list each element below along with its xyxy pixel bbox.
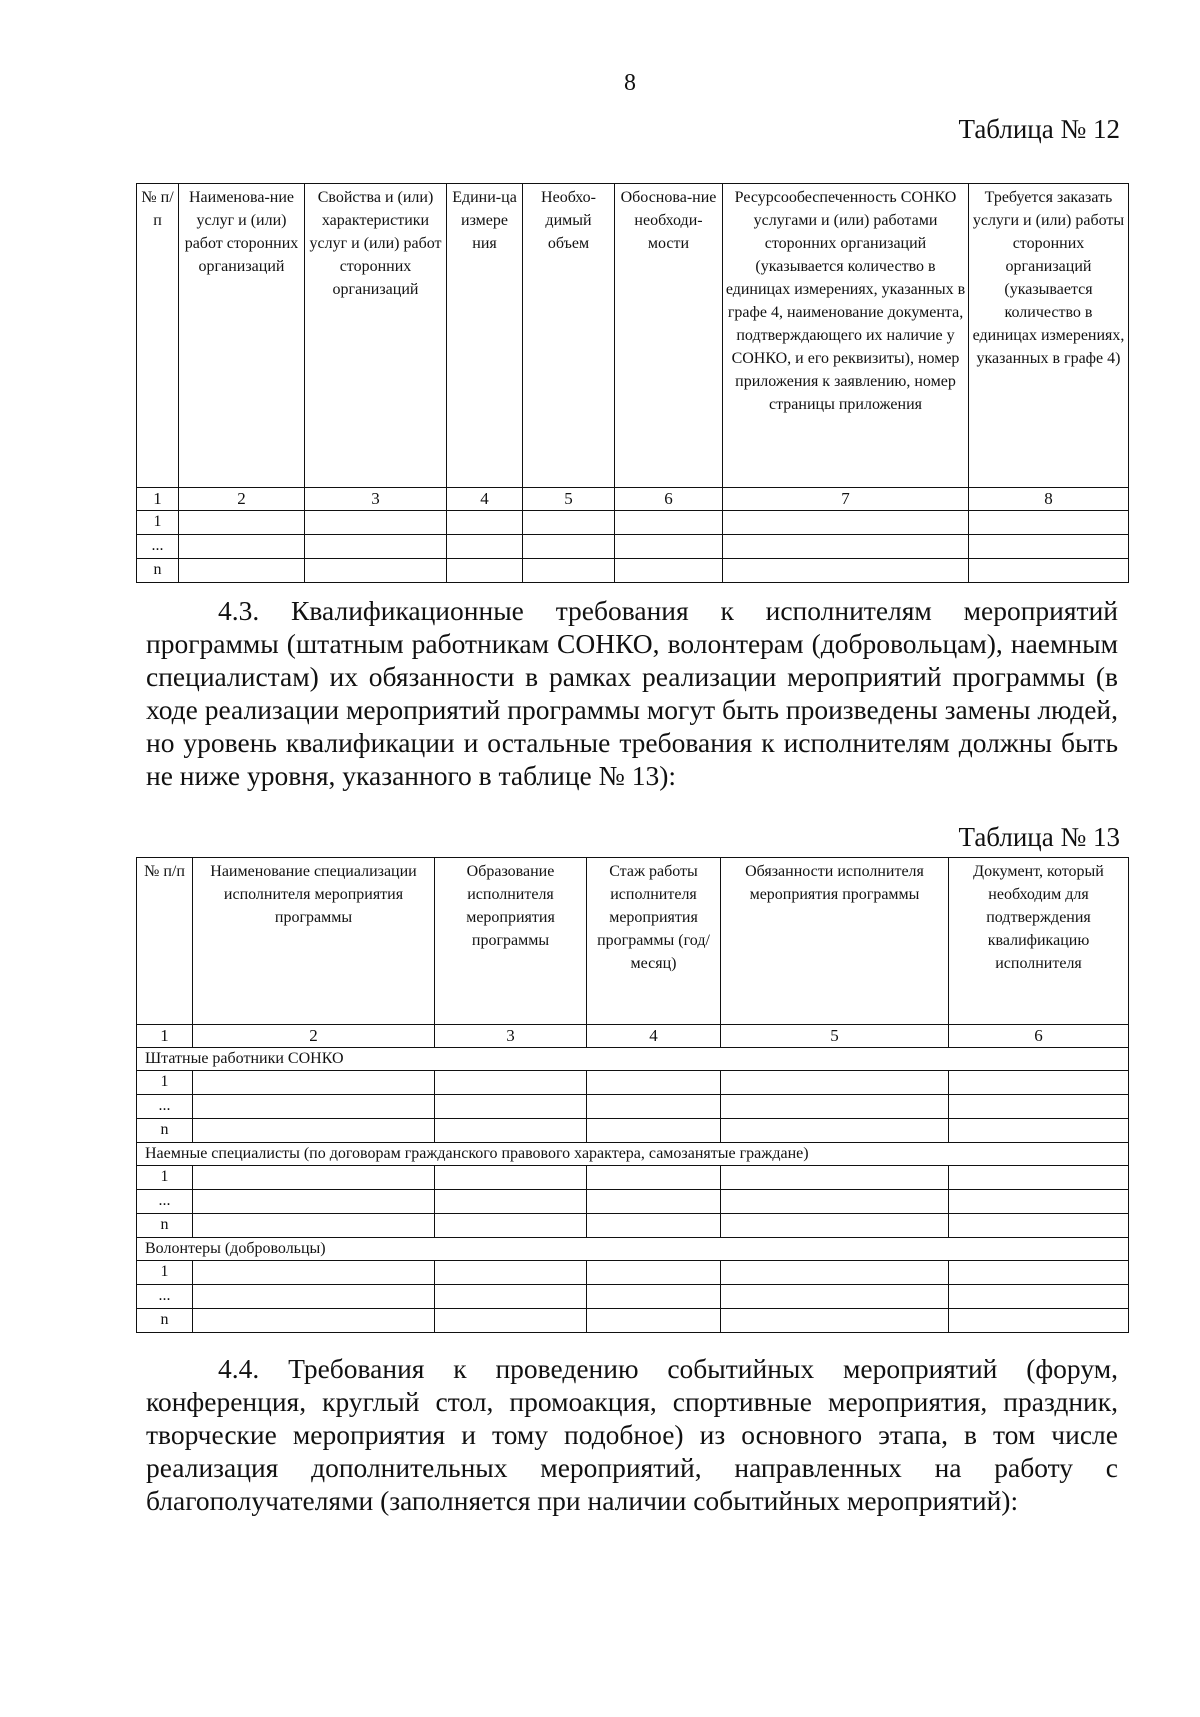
table-cell bbox=[587, 1309, 721, 1333]
table-row bbox=[137, 511, 1129, 535]
table-cell bbox=[721, 1071, 949, 1095]
column-number: 2 bbox=[179, 488, 305, 511]
table-cell bbox=[435, 1119, 587, 1143]
table-cell bbox=[615, 559, 723, 583]
table-row bbox=[137, 1095, 1129, 1119]
row-label: 1 bbox=[137, 511, 179, 535]
table-12-header-cell: Свойства и (или) характеристики услуг и (или) работ сторонних организаций bbox=[305, 184, 447, 488]
table-cell bbox=[179, 535, 305, 559]
row-label: ... bbox=[137, 535, 179, 559]
table-cell bbox=[435, 1285, 587, 1309]
table-cell bbox=[615, 511, 723, 535]
table-12 bbox=[136, 183, 1129, 583]
table-cell bbox=[615, 535, 723, 559]
table-cell bbox=[587, 1285, 721, 1309]
table-cell bbox=[949, 1261, 1129, 1285]
column-number: 4 bbox=[447, 488, 523, 511]
table-cell bbox=[723, 535, 969, 559]
column-number: 3 bbox=[305, 488, 447, 511]
table-cell bbox=[193, 1214, 435, 1238]
row-label: n bbox=[137, 559, 179, 583]
table-12-header-cell: Обоснова-ние необходи-мости bbox=[615, 184, 723, 488]
table-cell bbox=[305, 559, 447, 583]
table-cell bbox=[721, 1309, 949, 1333]
table-cell bbox=[435, 1261, 587, 1285]
table-13 bbox=[136, 857, 1129, 1333]
table-cell bbox=[435, 1071, 587, 1095]
table-cell bbox=[523, 559, 615, 583]
table-cell bbox=[447, 511, 523, 535]
table-12-header-cell: Требуется заказать услуги и (или) работы сторонних организаций (указывается количество в единицах измерениях, указанных в графе 4) bbox=[969, 184, 1129, 488]
table-cell bbox=[193, 1166, 435, 1190]
group-row-hired-specialists bbox=[137, 1143, 1129, 1166]
table-13-header-row bbox=[137, 858, 1129, 1025]
table-cell bbox=[721, 1214, 949, 1238]
table-row bbox=[137, 1166, 1129, 1190]
table-cell bbox=[179, 559, 305, 583]
table-13-caption: Таблица № 13 bbox=[958, 822, 1120, 852]
table-12-caption: Таблица № 12 bbox=[958, 114, 1120, 144]
group-title: Штатные работники СОНКО bbox=[137, 1048, 1129, 1071]
table-cell bbox=[305, 511, 447, 535]
table-row bbox=[137, 559, 1129, 583]
table-cell bbox=[587, 1095, 721, 1119]
row-label: ... bbox=[137, 1285, 193, 1309]
table-cell bbox=[949, 1095, 1129, 1119]
column-number: 1 bbox=[137, 1025, 193, 1048]
table-cell bbox=[435, 1190, 587, 1214]
table-row bbox=[137, 1190, 1129, 1214]
table-12-header-cell: Ресурсообеспеченность СОНКО услугами и (или) работами сторонних организаций (указывается количество в единицах измерениях, указанных в графе 4, наименование документа, подтверждающего их наличие у СОНКО, и его реквизиты), номер приложения к заявлению, номер страницы приложения bbox=[723, 184, 969, 488]
column-number: 6 bbox=[615, 488, 723, 511]
group-title: Волонтеры (добровольцы) bbox=[137, 1238, 1129, 1261]
table-cell bbox=[523, 535, 615, 559]
column-number: 5 bbox=[523, 488, 615, 511]
table-cell bbox=[949, 1166, 1129, 1190]
table-cell bbox=[587, 1071, 721, 1095]
table-cell bbox=[723, 559, 969, 583]
table-cell bbox=[721, 1095, 949, 1119]
table-13-header-cell: № п/п bbox=[137, 858, 193, 1025]
table-13-header-cell: Документ, который необходим для подтверждения квалификацию исполнителя bbox=[949, 858, 1129, 1025]
table-12-header-cell: Наименова-ние услуг и (или) работ сторонних организаций bbox=[179, 184, 305, 488]
table-13-header-cell: Обязанности исполнителя мероприятия программы bbox=[721, 858, 949, 1025]
table-cell bbox=[193, 1309, 435, 1333]
column-number: 6 bbox=[949, 1025, 1129, 1048]
table-13-header-cell: Образование исполнителя мероприятия программы bbox=[435, 858, 587, 1025]
table-row bbox=[137, 1261, 1129, 1285]
table-13-header-cell: Стаж работы исполнителя мероприятия программы (год/месяц) bbox=[587, 858, 721, 1025]
row-label: 1 bbox=[137, 1261, 193, 1285]
column-number: 3 bbox=[435, 1025, 587, 1048]
table-cell bbox=[193, 1190, 435, 1214]
table-cell bbox=[721, 1190, 949, 1214]
column-number: 2 bbox=[193, 1025, 435, 1048]
table-cell bbox=[723, 511, 969, 535]
table-cell bbox=[721, 1285, 949, 1309]
section-4-3-paragraph: 4.3. Квалификационные требования к исполнителям мероприятий программы (штатным работникам СОНКО, волонтерам (добровольцам), наемным специалистам) их обязанности в рамках реализации мероприятий программы (в ходе реализации мероприятий программы могут быть произведены замены людей, но уровень квалификации и остальные требования к исполнителям должны быть не ниже уровня, указанного в таблице № 13): bbox=[146, 595, 1118, 791]
section-4-4-paragraph: 4.4. Требования к проведению событийных мероприятий (форум, конференция, круглый стол, промоакция, спортивные мероприятия, праздник, творческие мероприятия и тому подобное) из основного этапа, в том числе реализация дополнительных мероприятий, направленных на работу с благополучателями (заполняется при наличии событийных мероприятий): bbox=[146, 1353, 1118, 1516]
table-row bbox=[137, 1285, 1129, 1309]
row-label: ... bbox=[137, 1190, 193, 1214]
table-13-header-cell: Наименование специализации исполнителя мероприятия программы bbox=[193, 858, 435, 1025]
table-cell bbox=[523, 511, 615, 535]
table-cell bbox=[969, 511, 1129, 535]
table-12-header-cell: № п/п bbox=[137, 184, 179, 488]
table-row bbox=[137, 1309, 1129, 1333]
table-12-header-row bbox=[137, 184, 1129, 488]
group-title: Наемные специалисты (по договорам гражданского правового характера, самозанятые граждане) bbox=[137, 1143, 1129, 1166]
column-number: 7 bbox=[723, 488, 969, 511]
table-cell bbox=[587, 1214, 721, 1238]
table-13-column-numbers bbox=[137, 1025, 1129, 1048]
table-12-header-cell: Едини-ца измере ния bbox=[447, 184, 523, 488]
group-row-volunteers bbox=[137, 1238, 1129, 1261]
table-cell bbox=[949, 1119, 1129, 1143]
table-cell bbox=[435, 1309, 587, 1333]
table-cell bbox=[721, 1166, 949, 1190]
table-cell bbox=[447, 535, 523, 559]
column-number: 1 bbox=[137, 488, 179, 511]
column-number: 4 bbox=[587, 1025, 721, 1048]
table-cell bbox=[193, 1285, 435, 1309]
page-number: 8 bbox=[624, 70, 636, 96]
table-cell bbox=[435, 1095, 587, 1119]
table-cell bbox=[193, 1071, 435, 1095]
table-cell bbox=[587, 1190, 721, 1214]
column-number: 5 bbox=[721, 1025, 949, 1048]
table-cell bbox=[949, 1214, 1129, 1238]
table-cell bbox=[193, 1261, 435, 1285]
table-cell bbox=[949, 1309, 1129, 1333]
group-row-staff bbox=[137, 1048, 1129, 1071]
table-cell bbox=[587, 1119, 721, 1143]
table-cell bbox=[721, 1261, 949, 1285]
row-label: 1 bbox=[137, 1071, 193, 1095]
table-cell bbox=[949, 1285, 1129, 1309]
row-label: ... bbox=[137, 1095, 193, 1119]
row-label: n bbox=[137, 1214, 193, 1238]
table-row bbox=[137, 1214, 1129, 1238]
table-cell bbox=[193, 1119, 435, 1143]
column-number: 8 bbox=[969, 488, 1129, 511]
table-12-column-numbers bbox=[137, 488, 1129, 511]
table-cell bbox=[721, 1119, 949, 1143]
row-label: 1 bbox=[137, 1166, 193, 1190]
table-cell bbox=[193, 1095, 435, 1119]
table-cell bbox=[949, 1071, 1129, 1095]
table-cell bbox=[179, 511, 305, 535]
table-cell bbox=[447, 559, 523, 583]
table-cell bbox=[969, 535, 1129, 559]
table-cell bbox=[587, 1261, 721, 1285]
table-cell bbox=[949, 1190, 1129, 1214]
table-cell bbox=[305, 535, 447, 559]
table-cell bbox=[969, 559, 1129, 583]
table-cell bbox=[587, 1166, 721, 1190]
table-cell bbox=[435, 1166, 587, 1190]
row-label: n bbox=[137, 1119, 193, 1143]
table-row bbox=[137, 535, 1129, 559]
row-label: n bbox=[137, 1309, 193, 1333]
table-row bbox=[137, 1119, 1129, 1143]
table-cell bbox=[435, 1214, 587, 1238]
table-12-header-cell: Необхо-димый объем bbox=[523, 184, 615, 488]
table-row bbox=[137, 1071, 1129, 1095]
